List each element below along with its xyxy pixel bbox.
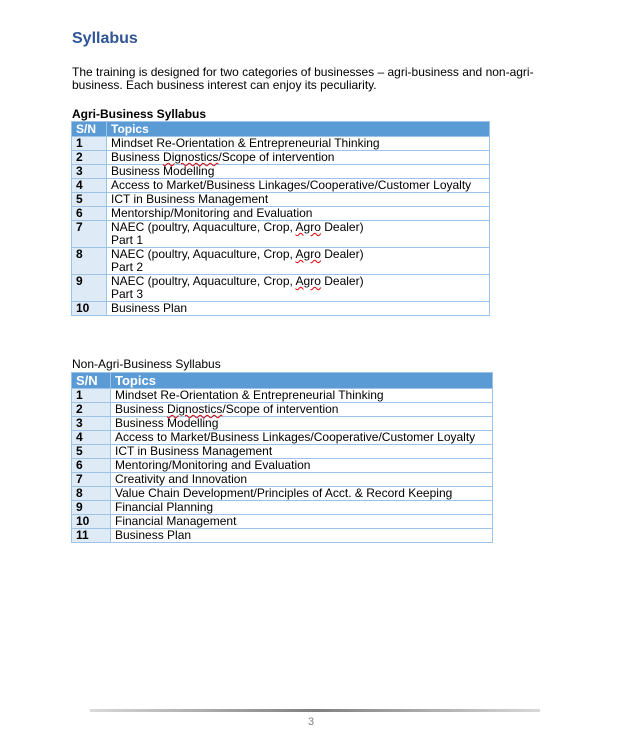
topic-cell: [111, 487, 493, 501]
table-row: [72, 529, 493, 543]
topic-text: Financial Management: [115, 514, 237, 528]
table-row: [72, 221, 490, 248]
topic-text: Mindset Re-Orientation & Entrepreneurial Thinking: [115, 388, 384, 402]
topics-column-header: Topics: [111, 373, 493, 389]
serial-number-cell: 2: [72, 403, 111, 417]
serial-number-cell: 10: [72, 515, 111, 529]
topic-part-label: Part 1: [111, 233, 144, 247]
table-row: [72, 275, 490, 302]
serial-number-cell: 3: [72, 165, 107, 179]
topic-cell: [107, 275, 490, 302]
page-number: 3: [308, 716, 315, 728]
topic-cell: [107, 302, 490, 316]
serial-number-cell: 8: [72, 248, 107, 275]
serial-number-cell: 5: [72, 445, 111, 459]
topic-part-label: Part 2: [111, 260, 144, 274]
table-row: [72, 473, 493, 487]
table-row: [72, 417, 493, 431]
topic-cell: [107, 193, 490, 207]
spellcheck-flagged-text: Dignostics: [167, 402, 223, 416]
table-row: [72, 459, 493, 473]
serial-number-cell: 7: [72, 221, 107, 248]
topic-text: NAEC (poultry, Aquaculture, Crop,: [111, 274, 296, 288]
topic-text: Access to Market/Business Linkages/Cooperative/Customer Loyalty: [115, 430, 476, 444]
topic-cell: [107, 221, 490, 248]
topic-cell: [111, 389, 493, 403]
table-row: [72, 165, 490, 179]
topic-text: Financial Planning: [115, 500, 214, 514]
topic-cell: [111, 403, 493, 417]
table-row: [72, 151, 490, 165]
serial-number-cell: 7: [72, 473, 111, 487]
serial-number-cell: 3: [72, 417, 111, 431]
table-header-row: [72, 122, 490, 137]
non-agri-syllabus-table: [71, 372, 493, 543]
serial-number-cell: 4: [72, 179, 107, 193]
sn-column-header: S/N: [72, 122, 107, 137]
spellcheck-flagged-text: Agro: [295, 220, 321, 234]
table-row: [72, 207, 490, 221]
serial-number-cell: 8: [72, 487, 111, 501]
table-row: [72, 179, 490, 193]
table-row: [72, 389, 493, 403]
serial-number-cell: 6: [72, 207, 107, 221]
topic-text-continued: /Scope of intervention: [218, 150, 335, 164]
topic-part-label: Part 3: [111, 287, 144, 301]
serial-number-cell: 11: [72, 529, 111, 543]
topic-cell: [107, 165, 490, 179]
serial-number-cell: 2: [72, 151, 107, 165]
topic-text: Business Modelling: [115, 416, 219, 430]
topic-cell: [111, 459, 493, 473]
topic-text: ICT in Business Management: [115, 444, 273, 458]
topic-cell: [111, 417, 493, 431]
topic-text: Business Modelling: [111, 164, 215, 178]
agri-syllabus-heading: Agri-Business Syllabus: [72, 107, 207, 121]
topic-text: Mindset Re-Orientation & Entrepreneurial Thinking: [111, 136, 380, 150]
topics-column-header: Topics: [107, 122, 490, 137]
table-row: [72, 515, 493, 529]
topic-text: Mentoring/Monitoring and Evaluation: [115, 458, 311, 472]
serial-number-cell: 10: [72, 302, 107, 316]
topic-cell: [111, 515, 493, 529]
non-agri-syllabus-heading: Non-Agri-Business Syllabus: [72, 357, 221, 371]
agri-syllabus-body: [72, 137, 490, 316]
topic-text: Business: [111, 150, 164, 164]
topic-text-continued: Dealer): [320, 247, 364, 261]
topic-text: NAEC (poultry, Aquaculture, Crop,: [111, 247, 296, 261]
spellcheck-flagged-text: Agro: [295, 247, 321, 261]
topic-text: NAEC (poultry, Aquaculture, Crop,: [111, 220, 296, 234]
topic-text: Business: [115, 402, 168, 416]
topic-cell: [111, 431, 493, 445]
serial-number-cell: 1: [72, 389, 111, 403]
topic-cell: [107, 179, 490, 193]
serial-number-cell: 4: [72, 431, 111, 445]
table-row: [72, 445, 493, 459]
serial-number-cell: 9: [72, 275, 107, 302]
non-agri-syllabus-body: [72, 389, 493, 543]
table-row: [72, 403, 493, 417]
topic-text: Business Plan: [115, 528, 192, 542]
page-title: Syllabus: [72, 30, 138, 47]
table-row: [72, 487, 493, 501]
topic-text: Creativity and Innovation: [115, 472, 248, 486]
spellcheck-flagged-text: Agro: [295, 274, 321, 288]
topic-cell: [111, 473, 493, 487]
serial-number-cell: 9: [72, 501, 111, 515]
topic-text-continued: Dealer): [320, 220, 364, 234]
topic-cell: [107, 137, 490, 151]
serial-number-cell: 5: [72, 193, 107, 207]
topic-cell: [111, 529, 493, 543]
topic-text-continued: Dealer): [320, 274, 364, 288]
topic-cell: [107, 248, 490, 275]
serial-number-cell: 1: [72, 137, 107, 151]
spellcheck-flagged-text: Dignostics: [163, 150, 219, 164]
topic-cell: [111, 501, 493, 515]
topic-text: Business Plan: [111, 301, 188, 315]
topic-cell: [111, 445, 493, 459]
topic-text: Mentorship/Monitoring and Evaluation: [111, 206, 313, 220]
topic-text: ICT in Business Management: [111, 192, 269, 206]
table-row: [72, 193, 490, 207]
topic-text: Value Chain Development/Principles of Acct. & Record Keeping: [115, 486, 453, 500]
serial-number-cell: 6: [72, 459, 111, 473]
topic-text: Access to Market/Business Linkages/Cooperative/Customer Loyalty: [111, 178, 472, 192]
table-row: [72, 137, 490, 151]
agri-syllabus-table: [71, 121, 490, 316]
table-row: [72, 431, 493, 445]
topic-cell: [107, 151, 490, 165]
table-header-row: [72, 373, 493, 389]
footer-divider: [90, 709, 540, 712]
topic-cell: [107, 207, 490, 221]
table-row: [72, 501, 493, 515]
table-row: [72, 248, 490, 275]
intro-paragraph: The training is designed for two categories of businesses – agri-business and non-agri-business. Each business interest can enjoy its peculiarity.: [72, 65, 534, 92]
sn-column-header: S/N: [72, 373, 111, 389]
topic-text-continued: /Scope of intervention: [222, 402, 339, 416]
table-row: [72, 302, 490, 316]
